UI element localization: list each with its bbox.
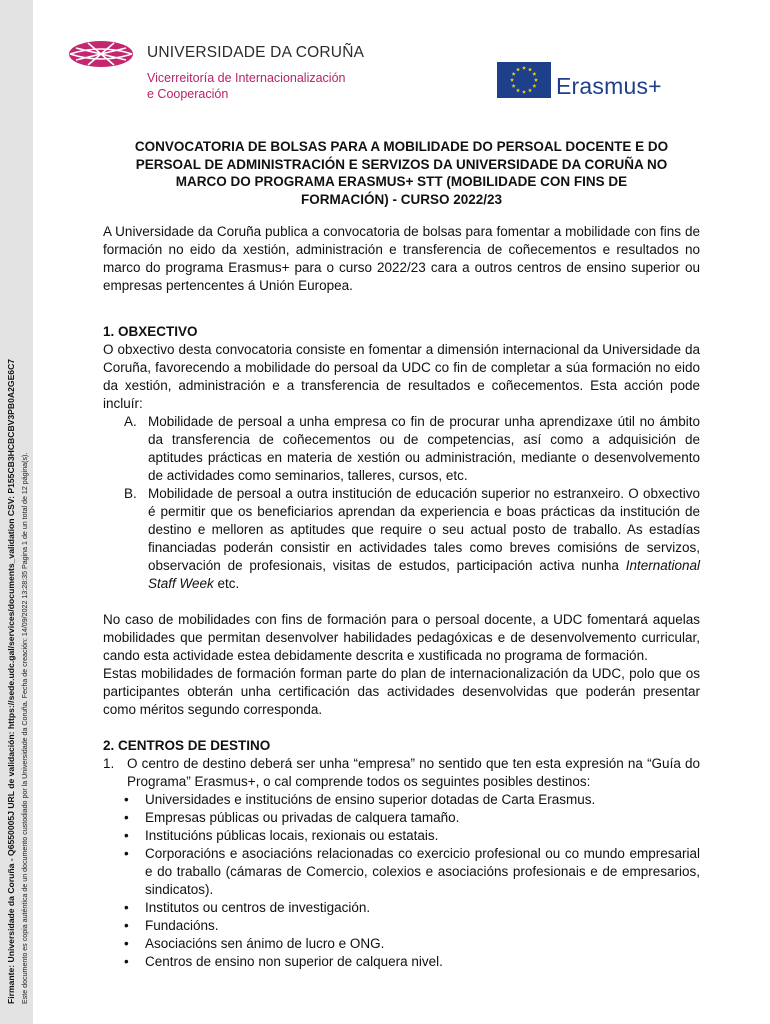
list-marker: B. bbox=[124, 486, 137, 501]
bullet-icon: • bbox=[124, 954, 129, 969]
section-heading-objective: 1. OBXECTIVO bbox=[103, 324, 198, 339]
section-heading-destinations: 2. CENTROS DE DESTINO bbox=[103, 738, 271, 753]
bullet-item bbox=[103, 935, 700, 953]
bullet-icon: • bbox=[124, 900, 129, 915]
eu-flag-icon bbox=[497, 62, 551, 98]
bullet-icon: • bbox=[124, 810, 129, 825]
vice-line-2: e Cooperación bbox=[147, 87, 229, 101]
bullet-text: Universidades e institucións de ensino superior dotadas de Carta Erasmus. bbox=[145, 792, 596, 807]
bullet-icon: • bbox=[124, 846, 129, 861]
title-line: PERSOAL DE ADMINISTRACIÓN E SERVIZOS DA UNIVERSIDADE DA CORUÑA NO bbox=[135, 156, 668, 172]
title-line: CONVOCATORIA DE BOLSAS PARA A MOBILIDADE DO PERSOAL DOCENTE E DO bbox=[134, 139, 669, 154]
bullet-icon: • bbox=[124, 936, 129, 951]
authenticity-text: Este documento es copia auténtica de un documento custodiado por la Universidade da Coruña. Fecha de creación: 14/09/2022 13:28:35 Pagina 1 de un total de 12 página(s). bbox=[21, 452, 29, 1004]
document-body bbox=[103, 138, 700, 971]
intro-paragraph: A Universidade da Coruña publica a convocatoria de bolsas para fomentar a mobilidade con fins de formación no eido da xestión, administración e transferencia de coñecementos e resultados no marco do programa Erasmus+ para o curso 2022/23 cara a outros centros de ensino superior ou empresas pertencentes á Unión Europea. bbox=[103, 224, 700, 293]
bullet-item bbox=[103, 917, 700, 935]
list-item-text: Mobilidade de persoal a unha empresa co fin de procurar unha aprendizaxe útil no ámbito da transferencia de coñecementos ou de competencias, así como a adquisición de aptitudes prácticas en materia de xestión ou administración, mediante o desenvolvemento de actividades como seminarios, talleres, cursos, etc. bbox=[148, 414, 700, 483]
bullet-text: Corporacións e asociacións relacionadas co exercicio profesional ou co mundo empresarial e do traballo (cámaras de Comercio, colexios e asociacións profesionais e de empresarios, sindicatos). bbox=[145, 846, 700, 897]
objective-list bbox=[103, 413, 700, 593]
bullet-item bbox=[103, 827, 700, 845]
destination-types-list bbox=[103, 791, 700, 971]
bullet-text: Centros de ensino non superior de calquera nivel. bbox=[145, 954, 443, 969]
bullet-item bbox=[103, 845, 700, 899]
university-name: UNIVERSIDADE DA CORUÑA bbox=[147, 44, 365, 61]
bullet-item bbox=[103, 953, 700, 971]
bullet-item bbox=[103, 899, 700, 917]
list-item-italic: International Staff Week bbox=[148, 558, 700, 591]
bullet-icon: • bbox=[124, 918, 129, 933]
document-title bbox=[103, 138, 700, 208]
destinations-list bbox=[103, 755, 700, 791]
bullet-icon: • bbox=[124, 828, 129, 843]
objective-paragraph: O obxectivo desta convocatoria consiste en fomentar a dimensión internacional da Universidade da Coruña, favorecendo a mobilidade do persoal da UDC co fin de completar a súa formación no eido da xestión, administración e a transferencia de resultados e coñecementos. Esta acción pode incluír: bbox=[103, 342, 700, 411]
bullet-text: Institucións públicas locais, rexionais ou estatais. bbox=[145, 828, 439, 843]
list-marker: 1. bbox=[103, 756, 115, 771]
bullet-icon: • bbox=[124, 792, 129, 807]
bullet-item bbox=[103, 791, 700, 809]
list-marker: A. bbox=[124, 414, 137, 429]
teaching-staff-paragraph: No caso de mobilidades con fins de formación para o persoal docente, a UDC fomentará aquelas mobilidades que permitan desenvolver habilidades pedagóxicas e de desenvolvemento curricular, cando esta actividade estea debidamente descrita e xustificada no programa de formación. bbox=[103, 612, 700, 663]
erasmus-logo: Erasmus+ bbox=[556, 73, 662, 99]
list-item bbox=[103, 485, 700, 593]
list-item bbox=[103, 413, 700, 485]
bullet-text: Empresas públicas ou privadas de calquera tamaño. bbox=[145, 810, 460, 825]
bullet-item bbox=[103, 809, 700, 827]
list-item bbox=[103, 755, 700, 791]
list-item-text: O centro de destino deberá ser unha “empresa” no sentido que ten esta expresión na “Guía do Programa” Erasmus+, o cal comprende todos os seguintes posibles destinos: bbox=[127, 756, 700, 789]
bullet-text: Institutos ou centros de investigación. bbox=[145, 900, 371, 915]
bullet-text: Asociacións sen ánimo de lucro e ONG. bbox=[145, 936, 385, 951]
vice-rectorate bbox=[147, 70, 346, 102]
bullet-text: Fundacións. bbox=[145, 918, 219, 933]
vice-line-1: Vicerreitoría de Internacionalización bbox=[147, 71, 346, 85]
title-line: MARCO DO PROGRAMA ERASMUS+ STT (MOBILIDADE CON FINS DE bbox=[175, 174, 628, 189]
title-line: FORMACIÓN) - CURSO 2022/23 bbox=[300, 191, 503, 207]
internationalization-paragraph: Estas mobilidades de formación forman parte do plan de internacionalización da UDC, polo que os participantes obterán unha certificación das actividades desenvolvidas que poderán presentar como méritos segundo corresponda. bbox=[103, 666, 700, 717]
list-item-text: Mobilidade de persoal a outra institución de educación superior no estranxeiro. O obxectivo é permitir que os beneficiarios aprendan da experiencia e boas prácticas da institución de destino e melloren as aptitudes que require o seu actual posto de traballo. As estadías financiadas poderán consistir en actividades tales como breves comisións de servizos, observación de profesionais, visitas de estudos, participación activa nunha bbox=[148, 486, 700, 573]
signature-text: Firmante: Universidade da Coruña - Q6550005J URL de validación: https://sede.udc.gal/services/documents_validation CSV: P155CB3HCBCBV3PB0A2GE6C7 bbox=[6, 358, 16, 1004]
udc-logo-icon bbox=[68, 40, 134, 68]
list-item-text-end: etc. bbox=[213, 576, 240, 591]
